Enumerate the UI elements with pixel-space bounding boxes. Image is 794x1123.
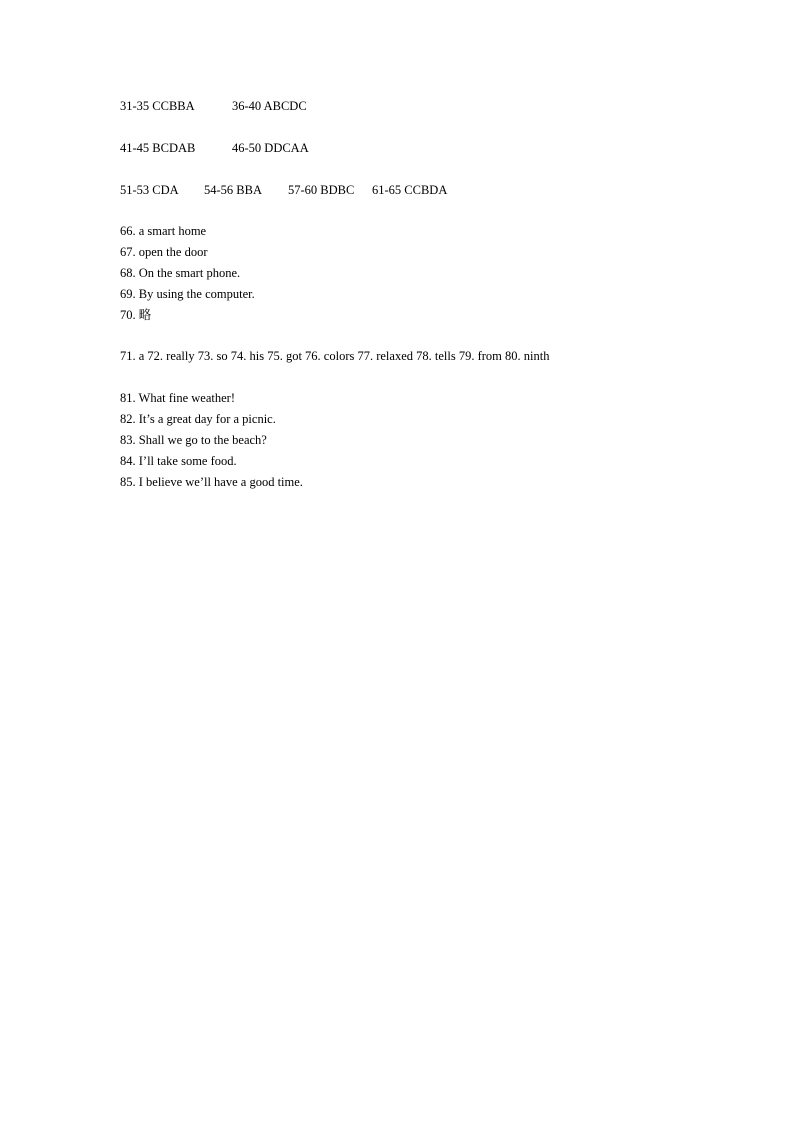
answer-82: 82. It’s a great day for a picnic. (120, 412, 276, 426)
answers-46-50: 46-50 DDCAA (232, 141, 309, 155)
answer-85: 85. I believe we’ll have a good time. (120, 475, 303, 489)
answer-68: 68. On the smart phone. (120, 266, 241, 280)
answer-84: 84. I’ll take some food. (120, 454, 237, 468)
answers-54-56: 54-56 BBA (204, 183, 262, 197)
answer-83: 83. Shall we go to the beach? (120, 433, 267, 447)
answers-71-80: 71. a 72. really 73. so 74. his 75. got 76. colors 77. relaxed 78. tells 79. from 80. ninth (120, 349, 550, 363)
answers-51-53: 51-53 CDA (120, 183, 179, 197)
answers-31-35: 31-35 CCBBA (120, 99, 195, 113)
answers-61-65: 61-65 CCBDA (372, 183, 448, 197)
answer-81: 81. What fine weather! (120, 391, 235, 405)
answer-70: 70. 略 (120, 308, 152, 322)
answers-36-40: 36-40 ABCDC (232, 99, 307, 113)
answers-41-45: 41-45 BCDAB (120, 141, 196, 155)
answer-66: 66. a smart home (120, 224, 207, 238)
answer-69: 69. By using the computer. (120, 287, 255, 301)
answer-67: 67. open the door (120, 245, 208, 259)
answers-57-60: 57-60 BDBC (288, 183, 355, 197)
